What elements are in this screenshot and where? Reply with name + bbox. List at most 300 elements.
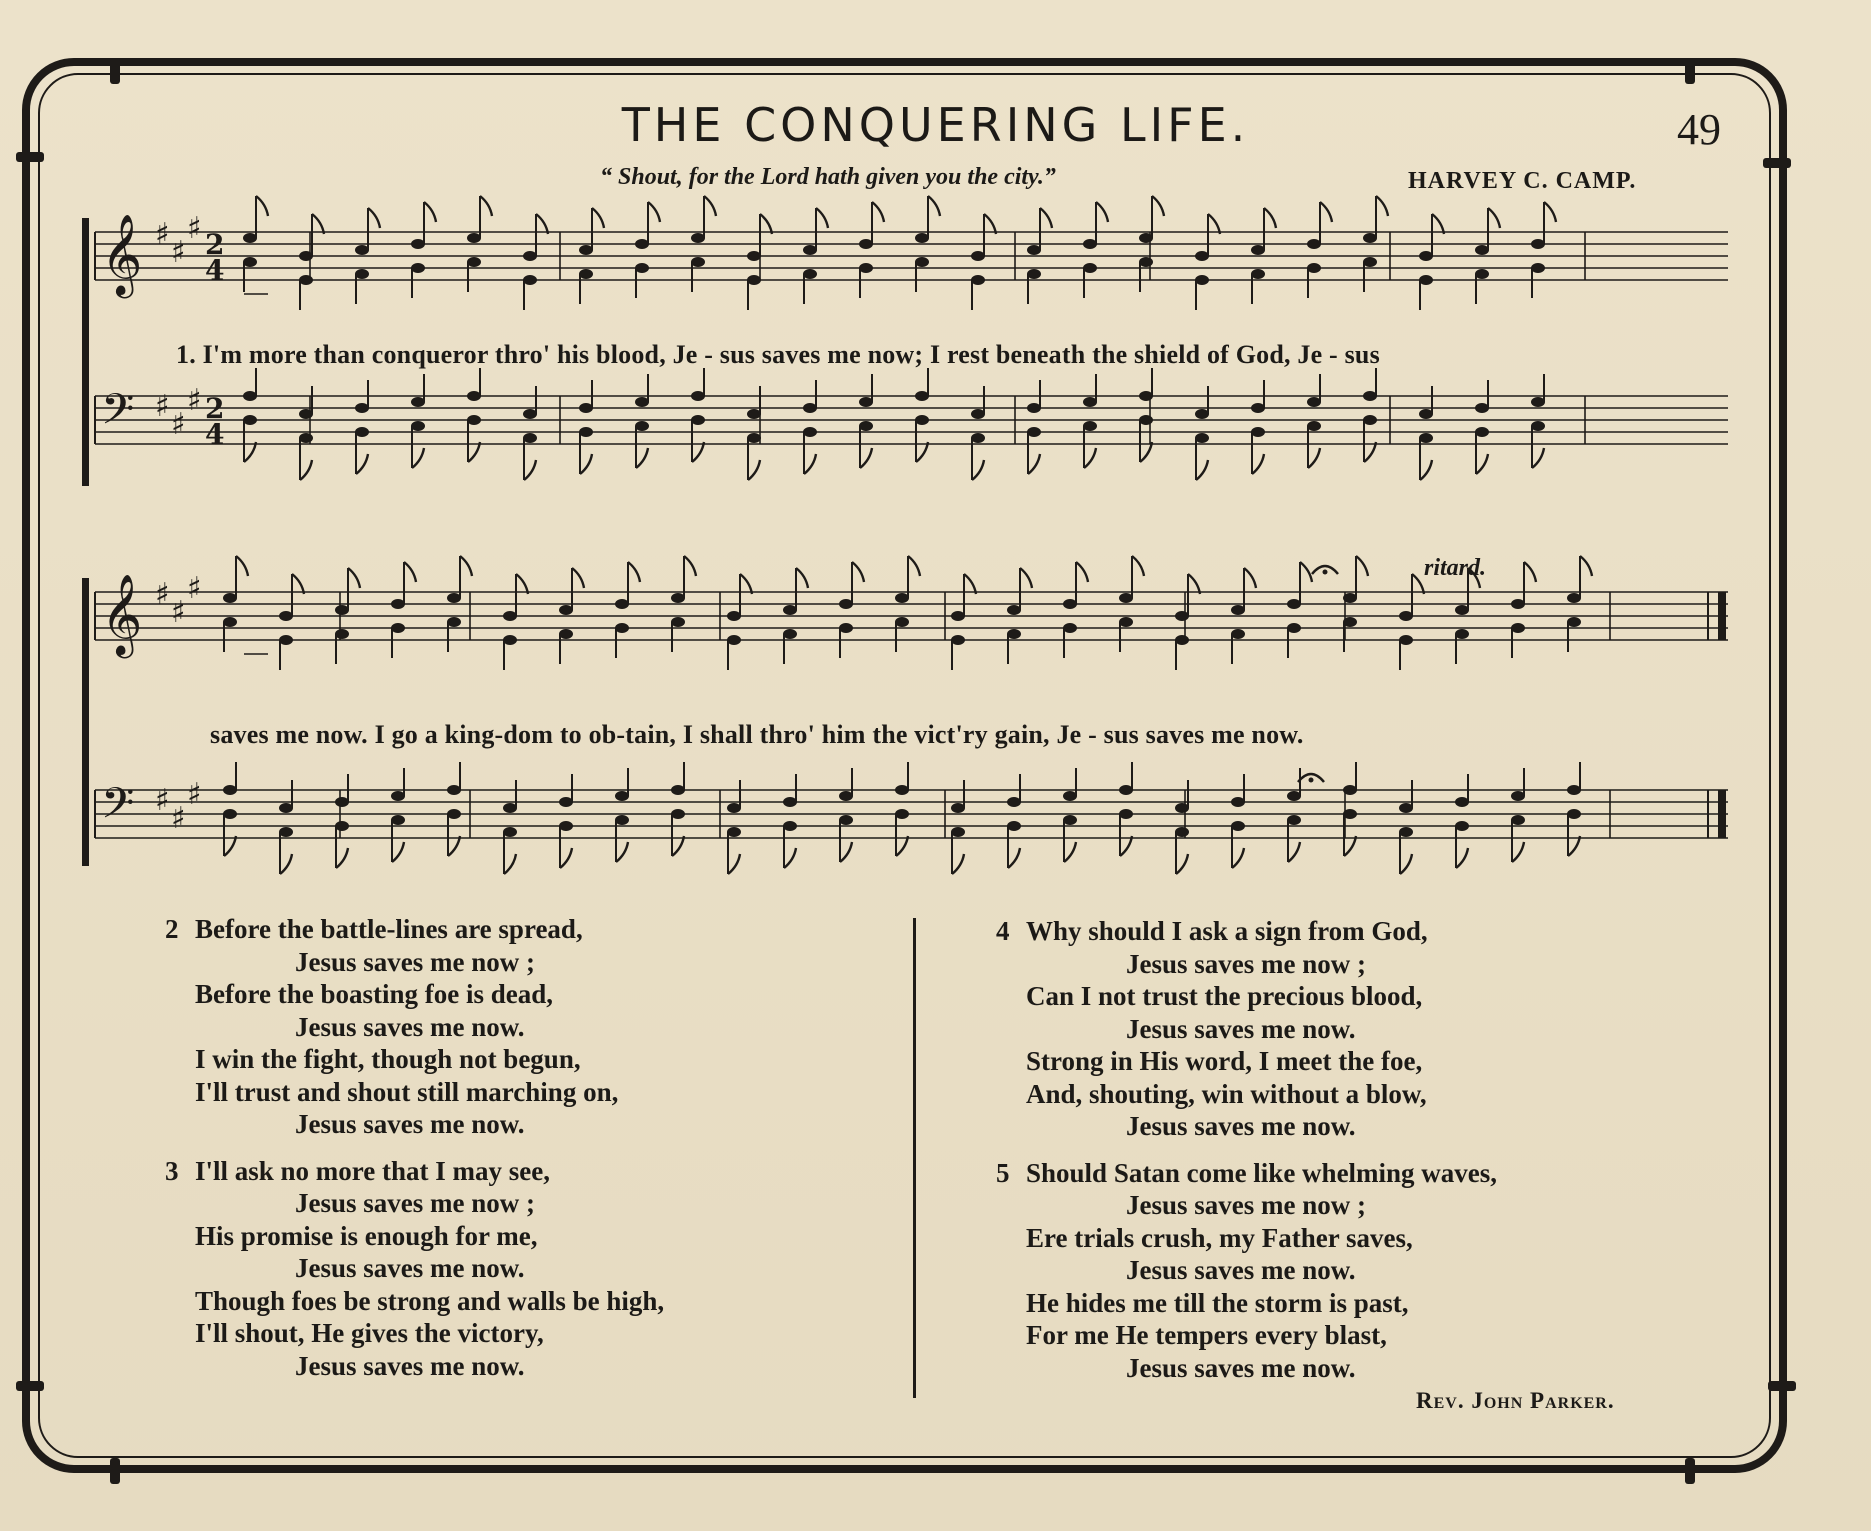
- note-flag: [1076, 562, 1088, 582]
- notehead: [299, 251, 313, 261]
- notehead: [391, 815, 405, 825]
- sharp-sign: ♯: [171, 407, 186, 442]
- notehead: [335, 797, 349, 807]
- verse-text: Should Satan come like whelming waves,: [1026, 1157, 1498, 1188]
- refrain-line: Jesus saves me now.: [295, 1011, 525, 1042]
- notehead: [1363, 415, 1377, 425]
- note-flag: [1020, 568, 1032, 588]
- note-flag: [448, 836, 460, 856]
- sharp-sign: ♯: [187, 777, 202, 812]
- notehead: [839, 599, 853, 609]
- notehead: [1119, 617, 1133, 627]
- notehead: [1195, 251, 1209, 261]
- notehead: [895, 809, 909, 819]
- notehead: [1195, 409, 1209, 419]
- time-signature-top: 2: [205, 392, 225, 425]
- note-flag: [804, 454, 816, 474]
- system-brace: [82, 578, 89, 866]
- verse-line: [165, 1187, 664, 1220]
- refrain-line: Jesus saves me now.: [295, 1253, 525, 1283]
- lyricist-credit: Rev. John Parker.: [1416, 1388, 1615, 1413]
- notehead: [1419, 251, 1433, 261]
- verse-text: Can I not trust the precious blood,: [1026, 981, 1423, 1011]
- note-flag: [348, 568, 360, 588]
- notehead: [1083, 421, 1097, 431]
- sharp-sign: ♯: [171, 235, 186, 270]
- verse-text: Why should I ask a sign from God,: [1026, 916, 1428, 946]
- note-flag: [312, 214, 324, 234]
- note-flag: [256, 196, 268, 216]
- notehead: [915, 257, 929, 267]
- refrain-line: Jesus saves me now.: [295, 1350, 525, 1381]
- notehead: [691, 257, 705, 267]
- notehead: [803, 269, 817, 279]
- note-flag: [896, 836, 908, 856]
- verse-text: Strong in His word, I meet the foe,: [1026, 1046, 1423, 1076]
- notehead: [335, 605, 349, 615]
- verse-3: [165, 1155, 664, 1383]
- notehead: [839, 623, 853, 633]
- notehead: [243, 415, 257, 425]
- note-flag: [1356, 556, 1368, 576]
- notehead: [1455, 797, 1469, 807]
- notehead: [1343, 617, 1357, 627]
- notehead: [1343, 809, 1357, 819]
- notehead: [1231, 821, 1245, 831]
- notehead: [1511, 815, 1525, 825]
- notehead: [467, 415, 481, 425]
- notehead: [1175, 611, 1189, 621]
- notehead: [747, 409, 761, 419]
- verse-text: Though foes be strong and walls be high,: [195, 1285, 665, 1316]
- notehead: [1343, 785, 1357, 795]
- treble-clef: 𝄞: [101, 573, 143, 655]
- notehead: [579, 245, 593, 255]
- notehead: [671, 785, 685, 795]
- verse-line: [165, 1220, 664, 1253]
- notehead: [1139, 257, 1153, 267]
- notehead: [447, 617, 461, 627]
- notehead: [279, 827, 293, 837]
- sharp-sign: ♯: [187, 211, 202, 246]
- notehead: [503, 635, 517, 645]
- note-flag: [1028, 454, 1040, 474]
- notehead: [523, 409, 537, 419]
- note-flag: [872, 202, 884, 222]
- notehead: [243, 391, 257, 401]
- fermata-dot: [1309, 778, 1314, 783]
- notehead: [1307, 239, 1321, 249]
- notehead: [635, 263, 649, 273]
- notehead: [223, 617, 237, 627]
- verse-text: I win the fight, though not begun,: [195, 1044, 581, 1074]
- notehead: [1139, 415, 1153, 425]
- epigraph: “ Shout, for the Lord hath given you the city.”: [600, 164, 1056, 190]
- verse-line: [165, 1317, 664, 1350]
- verse-number: 4: [996, 916, 1010, 946]
- note-flag: [1152, 196, 1164, 216]
- notehead: [783, 821, 797, 831]
- notehead: [279, 803, 293, 813]
- bass-clef: 𝄢: [101, 779, 135, 839]
- notehead: [635, 421, 649, 431]
- notehead: [747, 251, 761, 261]
- note-flag: [852, 562, 864, 582]
- note-flag: [1308, 448, 1320, 468]
- notehead: [467, 257, 481, 267]
- notehead: [1419, 433, 1433, 443]
- verse-text: Before the boasting foe is dead,: [195, 979, 553, 1009]
- notehead: [579, 403, 593, 413]
- notehead: [559, 605, 573, 615]
- note-flag: [1140, 442, 1152, 462]
- notehead: [615, 815, 629, 825]
- note-flag: [648, 202, 660, 222]
- note-flag: [560, 848, 572, 868]
- note-flag: [1364, 442, 1376, 462]
- notehead: [671, 617, 685, 627]
- notehead: [1063, 791, 1077, 801]
- refrain-line: Jesus saves me now.: [1126, 1013, 1356, 1044]
- verse-text: For me He tempers every blast,: [1026, 1320, 1387, 1350]
- refrain-line: Jesus saves me now.: [1126, 1255, 1356, 1285]
- verse-line: [165, 1076, 664, 1109]
- refrain-line: Jesus saves me now ;: [295, 1188, 535, 1218]
- note-flag: [1376, 196, 1388, 216]
- notehead: [1399, 611, 1413, 621]
- note-flag: [468, 442, 480, 462]
- sharp-sign: ♯: [187, 383, 202, 418]
- notehead: [391, 623, 405, 633]
- note-flag: [672, 836, 684, 856]
- note-flag: [1476, 454, 1488, 474]
- note-flag: [280, 854, 292, 874]
- note-flag: [1040, 208, 1052, 228]
- refrain-line: Jesus saves me now ;: [1126, 948, 1366, 979]
- note-flag: [1176, 854, 1188, 874]
- notehead: [1531, 397, 1545, 407]
- notehead: [1007, 629, 1021, 639]
- notehead: [467, 233, 481, 243]
- note-flag: [516, 574, 528, 594]
- notehead: [391, 599, 405, 609]
- notehead: [1231, 797, 1245, 807]
- notehead: [1307, 421, 1321, 431]
- notehead: [1007, 821, 1021, 831]
- notehead: [579, 269, 593, 279]
- note-flag: [860, 448, 872, 468]
- note-flag: [1532, 448, 1544, 468]
- notehead: [467, 391, 481, 401]
- notehead: [671, 809, 685, 819]
- note-flag: [460, 556, 472, 576]
- notehead: [1399, 827, 1413, 837]
- notehead: [1139, 391, 1153, 401]
- verse-line: [165, 913, 664, 946]
- notehead: [859, 421, 873, 431]
- notehead: [1531, 263, 1545, 273]
- verse-line: [165, 1155, 664, 1188]
- notehead: [915, 391, 929, 401]
- notehead: [1251, 245, 1265, 255]
- notehead: [691, 233, 705, 243]
- verses-column-right: [996, 915, 1497, 1398]
- note-flag: [684, 556, 696, 576]
- refrain-line: Jesus saves me now ;: [295, 946, 535, 977]
- notehead: [279, 635, 293, 645]
- notehead: [1399, 635, 1413, 645]
- notehead: [803, 427, 817, 437]
- notehead: [951, 635, 965, 645]
- notehead: [1455, 605, 1469, 615]
- notehead: [447, 593, 461, 603]
- note-flag: [964, 574, 976, 594]
- notehead: [1231, 605, 1245, 615]
- notehead: [727, 803, 741, 813]
- verse-line: [996, 1157, 1497, 1190]
- notehead: [1195, 275, 1209, 285]
- verse-line: [996, 980, 1497, 1013]
- notehead: [1175, 635, 1189, 645]
- notehead: [391, 791, 405, 801]
- verse-text: And, shouting, win without a blow,: [1026, 1078, 1427, 1109]
- notehead: [1139, 233, 1153, 243]
- refrain-line: Jesus saves me now ;: [1126, 1190, 1366, 1220]
- notehead: [915, 233, 929, 243]
- verse-text: He hides me till the storm is past,: [1026, 1287, 1409, 1318]
- sharp-sign: ♯: [171, 595, 186, 630]
- verse-text: I'll ask no more that I may see,: [195, 1155, 550, 1186]
- refrain-line: Jesus saves me now.: [295, 1109, 525, 1139]
- note-flag: [1456, 848, 1468, 868]
- verse-text: I'll trust and shout still marching on,: [195, 1076, 619, 1107]
- notehead: [1419, 275, 1433, 285]
- notehead: [523, 433, 537, 443]
- note-flag: [1412, 574, 1424, 594]
- verse-line: [165, 1252, 664, 1285]
- note-flag: [628, 562, 640, 582]
- refrain-line: Jesus saves me now.: [1126, 1352, 1356, 1383]
- note-flag: [300, 460, 312, 480]
- verse-text: His promise is enough for me,: [195, 1220, 538, 1251]
- time-signature-bottom: 4: [205, 418, 225, 451]
- note-flag: [760, 214, 772, 234]
- notehead: [1567, 593, 1581, 603]
- notehead: [1363, 257, 1377, 267]
- notehead: [503, 803, 517, 813]
- sharp-sign: ♯: [171, 801, 186, 836]
- note-flag: [1096, 202, 1108, 222]
- notehead: [1251, 269, 1265, 279]
- final-barline: [1718, 790, 1726, 838]
- notehead: [411, 397, 425, 407]
- notehead: [1083, 397, 1097, 407]
- note-flag: [1544, 202, 1556, 222]
- notehead: [1567, 809, 1581, 819]
- notehead: [1251, 403, 1265, 413]
- note-flag: [1008, 848, 1020, 868]
- note-flag: [236, 556, 248, 576]
- notehead: [411, 239, 425, 249]
- verse-line: [996, 1319, 1497, 1352]
- notehead: [727, 827, 741, 837]
- note-flag: [1264, 208, 1276, 228]
- tempo-marking: ritard.: [1424, 555, 1487, 581]
- note-flag: [784, 848, 796, 868]
- verse-text: Ere trials crush, my Father saves,: [1026, 1222, 1413, 1253]
- notehead: [1475, 269, 1489, 279]
- notehead: [1363, 391, 1377, 401]
- verse-line: [996, 1013, 1497, 1046]
- sharp-sign: ♯: [155, 577, 170, 612]
- notehead: [803, 245, 817, 255]
- notehead: [1511, 623, 1525, 633]
- notehead: [279, 611, 293, 621]
- verse-text: Before the battle-lines are spread,: [195, 914, 583, 944]
- note-flag: [356, 454, 368, 474]
- notehead: [747, 275, 761, 285]
- note-flag: [1208, 214, 1220, 234]
- verse-line: [996, 1045, 1497, 1078]
- notehead: [355, 269, 369, 279]
- notehead: [335, 629, 349, 639]
- note-flag: [572, 568, 584, 588]
- notehead: [1307, 397, 1321, 407]
- final-barline: [1718, 592, 1726, 640]
- notehead: [1063, 599, 1077, 609]
- notehead: [1175, 827, 1189, 837]
- verse-text: I'll shout, He gives the victory,: [195, 1318, 544, 1348]
- verse-line: [996, 1189, 1497, 1222]
- verses-column-left: [165, 913, 664, 1396]
- note-flag: [1580, 556, 1592, 576]
- note-flag: [1244, 568, 1256, 588]
- notehead: [355, 427, 369, 437]
- note-flag: [392, 842, 404, 862]
- notehead: [1195, 433, 1209, 443]
- notehead: [635, 397, 649, 407]
- notehead: [1119, 785, 1133, 795]
- note-flag: [728, 854, 740, 874]
- note-flag: [928, 196, 940, 216]
- notehead: [447, 785, 461, 795]
- notehead: [971, 251, 985, 261]
- notehead: [299, 275, 313, 285]
- notehead: [1083, 263, 1097, 273]
- verse-line: [996, 1287, 1497, 1320]
- notehead: [1511, 791, 1525, 801]
- note-flag: [336, 848, 348, 868]
- note-flag: [524, 460, 536, 480]
- notehead: [355, 403, 369, 413]
- notehead: [1119, 593, 1133, 603]
- notehead: [1063, 815, 1077, 825]
- notehead: [523, 275, 537, 285]
- notehead: [1063, 623, 1077, 633]
- notehead: [803, 403, 817, 413]
- note-flag: [1432, 214, 1444, 234]
- notehead: [503, 611, 517, 621]
- notehead: [299, 409, 313, 419]
- note-flag: [368, 208, 380, 228]
- note-flag: [796, 568, 808, 588]
- verse-line: [996, 1254, 1497, 1287]
- fermata-dot: [1323, 570, 1328, 575]
- verse-line: [996, 1110, 1497, 1143]
- notehead: [1231, 629, 1245, 639]
- bass-clef: 𝄢: [101, 385, 135, 445]
- note-flag: [580, 454, 592, 474]
- hymn-title: THE CONQUERING LIFE.: [621, 98, 1250, 152]
- notehead: [859, 239, 873, 249]
- notehead: [615, 791, 629, 801]
- verse-line: [996, 948, 1497, 981]
- notehead: [559, 797, 573, 807]
- notehead: [559, 821, 573, 831]
- notehead: [1027, 269, 1041, 279]
- notehead: [915, 415, 929, 425]
- notehead: [335, 821, 349, 831]
- note-flag: [1300, 562, 1312, 582]
- notehead: [691, 415, 705, 425]
- note-flag: [224, 836, 236, 856]
- verse-line: [165, 1108, 664, 1141]
- note-flag: [1252, 454, 1264, 474]
- note-flag: [840, 842, 852, 862]
- notehead: [859, 263, 873, 273]
- verse-line: [165, 978, 664, 1011]
- note-flag: [1512, 842, 1524, 862]
- notehead: [243, 233, 257, 243]
- notehead: [1027, 245, 1041, 255]
- time-signature-top: 2: [205, 228, 225, 261]
- notehead: [1175, 803, 1189, 813]
- notehead: [1363, 233, 1377, 243]
- note-flag: [292, 574, 304, 594]
- note-flag: [480, 196, 492, 216]
- note-flag: [972, 460, 984, 480]
- notehead: [1531, 239, 1545, 249]
- verse-line: [165, 946, 664, 979]
- note-flag: [1420, 460, 1432, 480]
- verse-line: [996, 915, 1497, 948]
- verse-number: 2: [165, 914, 179, 944]
- note-flag: [1232, 848, 1244, 868]
- note-flag: [704, 196, 716, 216]
- notehead: [355, 245, 369, 255]
- column-divider: [913, 918, 916, 1398]
- notehead: [615, 599, 629, 609]
- notehead: [223, 593, 237, 603]
- notehead: [411, 263, 425, 273]
- notehead: [503, 827, 517, 837]
- notehead: [971, 275, 985, 285]
- note-flag: [916, 442, 928, 462]
- note-flag: [1196, 460, 1208, 480]
- notehead: [1343, 593, 1357, 603]
- verse-line: [996, 1352, 1497, 1385]
- refrain-line: Jesus saves me now.: [1126, 1111, 1356, 1141]
- verse-5: [996, 1157, 1497, 1385]
- system-brace: [82, 218, 89, 486]
- verse-number: 3: [165, 1155, 179, 1186]
- notehead: [951, 827, 965, 837]
- notehead: [1455, 821, 1469, 831]
- note-flag: [1132, 556, 1144, 576]
- note-flag: [816, 208, 828, 228]
- notehead: [971, 409, 985, 419]
- notehead: [1007, 797, 1021, 807]
